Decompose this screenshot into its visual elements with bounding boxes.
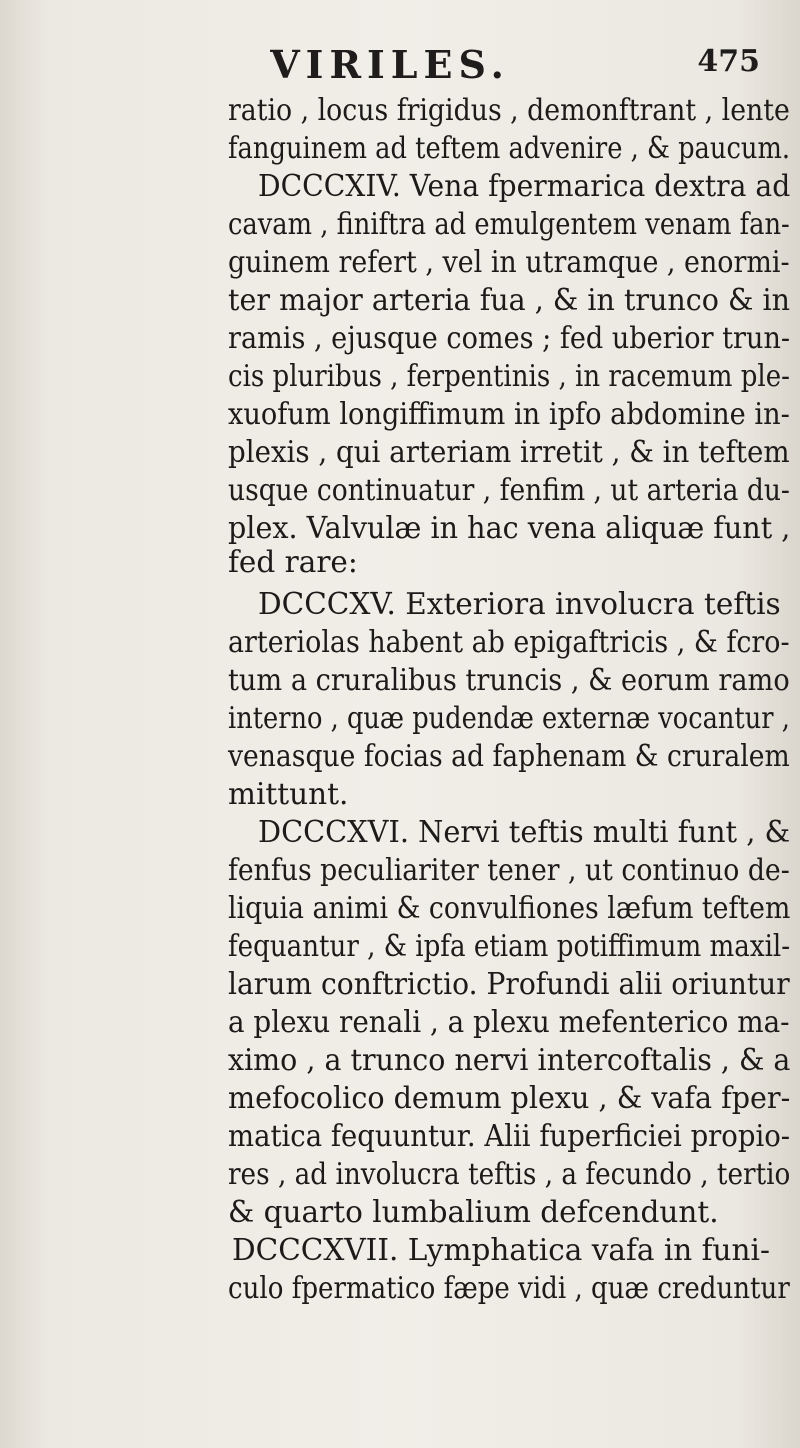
text-line: culo fpermatico fæpe vidi , quæ creduntur	[228, 1271, 790, 1305]
text-line: plexis , qui arteriam irretit , & in teftem	[228, 435, 790, 469]
text-line: usque continuatur , fenfim , ut arteria du-	[228, 473, 790, 507]
text-line: larum conftrictio. Profundi alii oriuntur	[228, 967, 790, 1001]
text-line: mefocolico demum plexu , & vafa fper-	[228, 1081, 791, 1115]
page-header	[200, 42, 760, 94]
text-line: matica fequuntur. Alii fuperficiei propio-	[228, 1119, 791, 1153]
text-line: xuofum longiffimum in ipfo abdomine in-	[228, 397, 790, 431]
text-line: ximo , a trunco nervi intercoftalis , & a	[228, 1043, 791, 1077]
section-heading-line: DCCCXVI. Nervi teftis multi funt , &	[258, 815, 791, 849]
text-line: fed rare:	[228, 545, 358, 579]
text-line: ter major arteria fua , & in trunco & in	[228, 283, 791, 317]
running-title: VIRILES.	[270, 42, 510, 87]
text-line: fequantur , & ipfa etiam potiffimum maxil-	[228, 929, 791, 963]
page-number: 475	[697, 44, 760, 79]
text-line: ratio , locus frigidus , demonftrant , lente	[228, 93, 790, 127]
text-line: cavam , finiftra ad emulgentem venam fan-	[228, 207, 790, 241]
text-line: fenfus peculiariter tener , ut continuo de-	[228, 853, 790, 887]
text-line: guinem refert , vel in utramque , enormi-	[228, 245, 790, 279]
text-line: ramis , ejusque comes ; fed uberior trun-	[228, 321, 791, 355]
text-line: plex. Valvulæ in hac vena aliquæ funt ,	[228, 511, 791, 545]
text-line: interno , quæ pudendæ externæ vocantur ,	[228, 701, 790, 735]
text-line: fanguinem ad teftem advenire , & paucum.	[228, 131, 791, 165]
text-line: res , ad involucra teftis , a fecundo , tertio	[228, 1157, 791, 1191]
text-line: arteriolas habent ab epigaftricis , & fcro-	[228, 625, 790, 659]
text-line: & quarto lumbalium defcendunt.	[228, 1195, 719, 1229]
text-line: a plexu renali , a plexu mefenterico ma-	[228, 1005, 790, 1039]
text-line: tum a cruralibus truncis , & eorum ramo	[228, 663, 790, 697]
section-heading-line: DCCCXVII. Lymphatica vafa in funi-	[232, 1233, 770, 1267]
text-line: mittunt.	[228, 777, 349, 811]
section-heading-line: DCCCXIV. Vena fpermarica dextra ad	[258, 169, 791, 203]
text-line: venasque focias ad faphenam & cruralem	[228, 739, 790, 773]
section-heading-line: DCCCXV. Exteriora involucra teftis	[258, 587, 781, 621]
text-line: cis pluribus , ferpentinis , in racemum ple-	[228, 359, 790, 393]
text-line: liquia animi & convulfiones læfum teftem	[228, 891, 791, 925]
